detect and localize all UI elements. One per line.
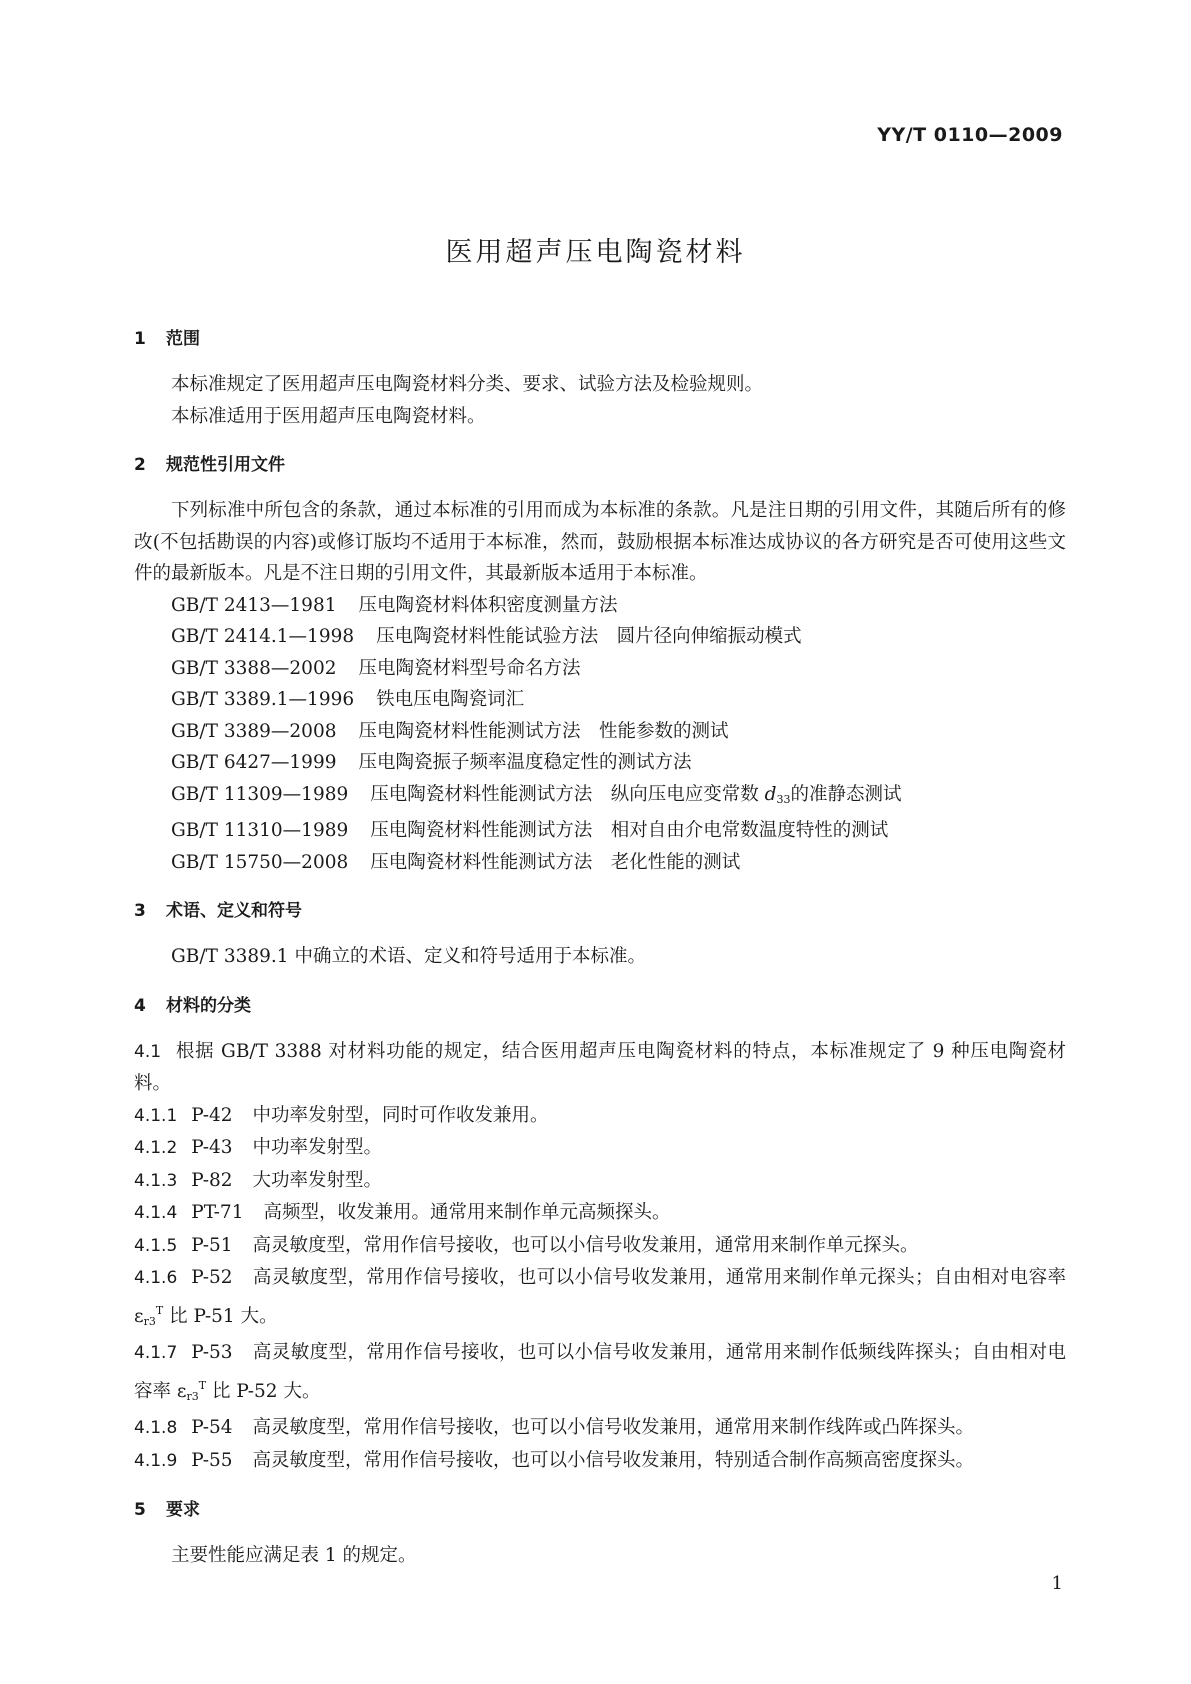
material-model: P-43	[191, 1137, 233, 1158]
clause-4-1-5	[134, 1230, 1066, 1263]
symbol-superscript: T	[198, 1378, 207, 1392]
material-model: P-54	[191, 1417, 233, 1438]
reference-code: GB/T 11310—1989	[171, 820, 349, 841]
symbol-epsilon: ε	[134, 1305, 144, 1327]
reference-code: GB/T 2414.1—1998	[171, 626, 355, 647]
reference-list	[134, 590, 1066, 879]
clause-4-1-3	[134, 1165, 1066, 1198]
symbol-subscript: 33	[776, 792, 791, 806]
material-model: P-82	[191, 1169, 233, 1191]
section-title: 术语、定义和符号	[166, 901, 302, 921]
reference-code: GB/T 3388—2002	[171, 657, 337, 679]
section-title: 材料的分类	[166, 995, 251, 1016]
clause-text: 中功率发射型，同时可作收发兼用。	[252, 1104, 549, 1126]
requirements-paragraph: 主要性能应满足表 1 的规定。	[171, 1545, 417, 1566]
symbol-epsilon: ε	[176, 1380, 187, 1402]
reference-item	[134, 621, 1066, 653]
clause-text: 高灵敏度型，常用作信号接收，也可以小信号收发兼用，通常用来制作单元探头。	[252, 1234, 919, 1256]
terms-paragraph: GB/T 3389.1 中确立的术语、定义和符号适用于本标准。	[171, 946, 646, 967]
material-model: P-55	[191, 1449, 233, 1471]
clause-text: 中功率发射型。	[252, 1137, 383, 1158]
symbol-subscript: r3	[186, 1389, 199, 1403]
reference-title: 压电陶瓷材料性能测试方法 相对自由介电常数温度特性的测试	[370, 820, 889, 841]
document-body	[134, 326, 1066, 1572]
symbol-superscript: T	[155, 1303, 164, 1317]
reference-item	[134, 747, 1066, 779]
section-3-heading	[134, 898, 1066, 924]
reference-title: 压电陶瓷材料性能试验方法 圆片径向伸缩振动模式	[376, 626, 802, 647]
section-number: 4	[134, 995, 146, 1016]
clause-number: 4.1.5	[134, 1235, 178, 1256]
reference-title: 压电陶瓷材料性能测试方法 性能参数的测试	[358, 720, 729, 742]
reference-title: 压电陶瓷振子频率温度稳定性的测试方法	[358, 752, 692, 773]
clause-text: 高灵敏度型，常用作信号接收，也可以小信号收发兼用，通常用来制作单元探头；自由相对电容率	[252, 1267, 1066, 1288]
reference-item	[134, 815, 1066, 847]
reference-item	[134, 716, 1066, 748]
clause-4-1-9	[134, 1445, 1066, 1478]
section-number: 1	[134, 329, 146, 349]
clause-number: 4.1.3	[134, 1170, 178, 1191]
clause-text: 高灵敏度型，常用作信号接收，也可以小信号收发兼用，特别适合制作高频高密度探头。	[252, 1449, 975, 1471]
standard-code: YY/T 0110—2009	[877, 124, 1063, 146]
reference-item	[134, 653, 1066, 685]
section-5-heading	[134, 1497, 1066, 1523]
clause-number: 4.1.6	[134, 1268, 178, 1288]
clause-4-1	[134, 1036, 1066, 1100]
reference-code: GB/T 2413—1981	[171, 594, 337, 616]
reference-code: GB/T 15750—2008	[171, 851, 349, 873]
clause-number: 4.1.9	[134, 1450, 178, 1471]
clause-number: 4.1.1	[134, 1105, 178, 1126]
section-title: 范围	[166, 329, 200, 349]
clause-number: 4.1.4	[134, 1203, 178, 1223]
reference-code: GB/T 11309—1989	[171, 783, 349, 805]
clause-text: 高灵敏度型，常用作信号接收，也可以小信号收发兼用，通常用来制作线阵或凸阵探头。	[252, 1417, 975, 1438]
section-title: 规范性引用文件	[166, 455, 285, 475]
material-model: P-52	[191, 1267, 233, 1288]
reference-title: 压电陶瓷材料体积密度测量方法	[358, 594, 618, 616]
reference-title: 压电陶瓷材料性能测试方法 纵向压电应变常数	[370, 783, 765, 805]
clause-text-tail: 比 P-52 大。	[206, 1380, 321, 1402]
symbol-subscript: r3	[143, 1314, 156, 1328]
section-1-heading	[134, 326, 1066, 352]
reference-title-tail: 的准静态测试	[790, 783, 902, 805]
scope-paragraph-2: 本标准适用于医用超声压电陶瓷材料。	[171, 405, 486, 427]
clause-4-1-6	[134, 1262, 1066, 1337]
section-number: 3	[134, 901, 146, 921]
clause-text: 高灵敏度型，常用作信号接收，也可以小信号收发兼用，通常用来制作低频线阵探头；自由相对电容率	[134, 1342, 1066, 1402]
material-model: P-53	[191, 1342, 233, 1363]
page-number: 1	[1051, 1573, 1063, 1594]
clause-4-1-1	[134, 1100, 1066, 1133]
section-2-heading	[134, 452, 1066, 478]
clause-text: 根据 GB/T 3388 对材料功能的规定，结合医用超声压电陶瓷材料的特点，本标准规定了 9 种压电陶瓷材料。	[134, 1040, 1066, 1094]
clause-4-1-8	[134, 1412, 1066, 1445]
section-4-heading	[134, 993, 1066, 1019]
reference-item	[134, 590, 1066, 622]
clause-text: 高频型，收发兼用。通常用来制作单元高频探头。	[263, 1202, 671, 1223]
scope-paragraph-1: 本标准规定了医用超声压电陶瓷材料分类、要求、试验方法及检验规则。	[171, 374, 764, 395]
clause-text: 大功率发射型。	[252, 1169, 383, 1191]
clause-text-tail: 比 P-51 大。	[163, 1305, 278, 1327]
reference-title: 铁电压电陶瓷词汇	[376, 689, 525, 710]
reference-item	[134, 847, 1066, 879]
clause-number: 4.1	[134, 1041, 162, 1062]
clause-4-1-2	[134, 1132, 1066, 1165]
reference-code: GB/T 3389.1—1996	[171, 689, 355, 710]
clause-number: 4.1.7	[134, 1343, 178, 1363]
reference-code: GB/T 6427—1999	[171, 752, 337, 773]
reference-item	[134, 684, 1066, 716]
section-number: 5	[134, 1500, 146, 1520]
document-title: 医用超声压电陶瓷材料	[445, 237, 746, 268]
symbol-d33: d	[764, 783, 777, 805]
material-model: P-42	[191, 1104, 233, 1126]
reference-title: 压电陶瓷材料型号命名方法	[358, 657, 581, 679]
clause-4-1-4	[134, 1197, 1066, 1230]
material-model: PT-71	[191, 1202, 244, 1223]
clause-4-1-7	[134, 1337, 1066, 1412]
section-number: 2	[134, 455, 146, 475]
clause-number: 4.1.8	[134, 1418, 178, 1438]
material-model: P-51	[191, 1234, 233, 1256]
reference-code: GB/T 3389—2008	[171, 720, 337, 742]
references-intro: 下列标准中所包含的条款，通过本标准的引用而成为本标准的条款。凡是注日期的引用文件，其随后所有的修改(不包括勘误的内容)或修订版均不适用于本标准，然而，鼓励根据本标准达成协议的各方研究是否可使用这些文件的最新版本。凡是不注日期的引用文件，其最新版本适用于本标准。	[134, 500, 1066, 584]
reference-title: 压电陶瓷材料性能测试方法 老化性能的测试	[370, 851, 741, 873]
reference-item	[134, 779, 1066, 816]
clause-number: 4.1.2	[134, 1138, 178, 1158]
section-title: 要求	[166, 1500, 200, 1520]
